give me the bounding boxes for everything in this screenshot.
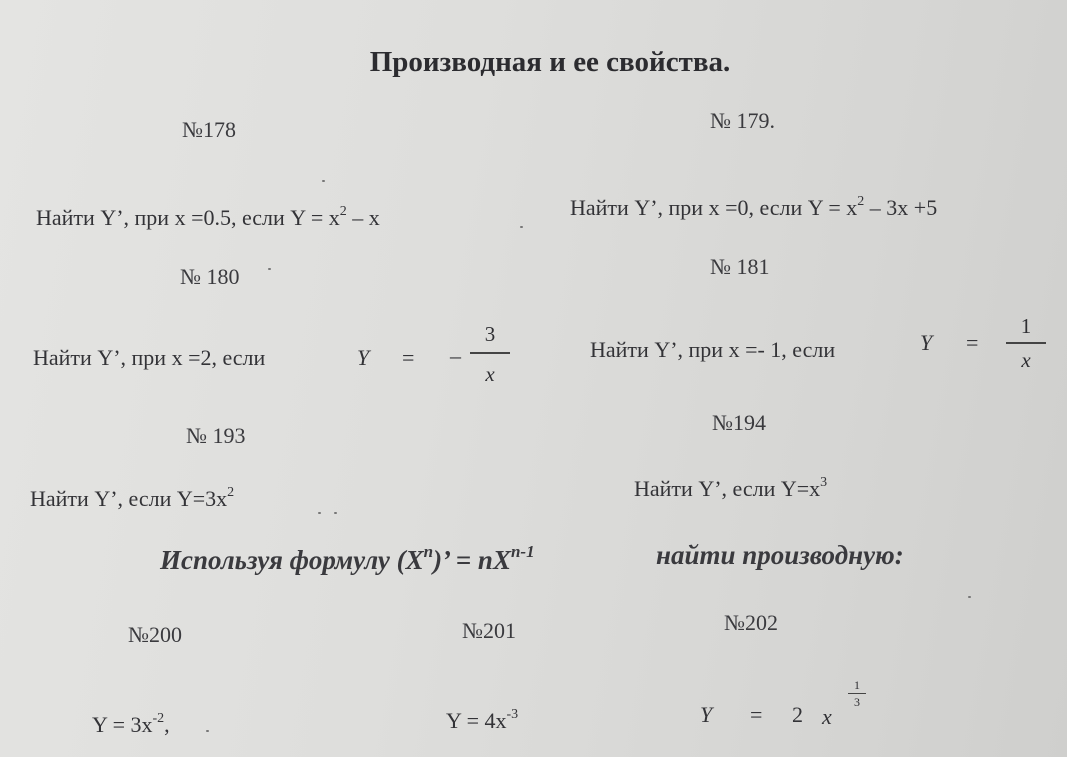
fraction-bar xyxy=(1006,342,1046,344)
exercise-base: Y = 3x xyxy=(92,712,153,737)
exercise-text-200 xyxy=(92,712,170,738)
problem-text-181: Найти Y’, при x =- 1, если xyxy=(590,337,836,362)
formula-mid: )’ = nX xyxy=(433,545,511,575)
numerator: 1 xyxy=(1020,314,1032,338)
lhs-y: Y xyxy=(920,330,933,355)
numerator: 3 xyxy=(484,322,496,346)
problem-prefix: Найти Y’, если Y=3x xyxy=(30,486,228,511)
exponent: -2 xyxy=(152,711,165,726)
fraction-bar xyxy=(470,352,510,354)
formula-exp-n: n xyxy=(423,542,434,561)
variable-x: x xyxy=(822,704,832,729)
coefficient: 2 xyxy=(792,702,803,727)
problem-number-181: № 181 xyxy=(710,254,770,279)
problem-prefix: Найти Y’, при x =0, если Y = x xyxy=(570,195,858,220)
equals-sign: = xyxy=(402,345,415,370)
problem-text-178 xyxy=(36,205,380,231)
lhs-y: Y xyxy=(357,345,370,370)
problem-suffix: – 3x +5 xyxy=(864,195,938,220)
exercise-base: Y = 4x xyxy=(446,708,507,733)
problem-prefix: Найти Y’, если Y=x xyxy=(634,476,821,501)
paper-speck xyxy=(318,512,321,514)
exercise-number-200: №200 xyxy=(128,622,182,647)
paper-speck xyxy=(206,730,209,732)
denominator: x xyxy=(1021,348,1031,372)
paper-speck xyxy=(322,180,325,182)
problem-number-180: № 180 xyxy=(180,264,240,289)
exponent: 2 xyxy=(857,194,865,209)
exercise-number-202: №202 xyxy=(724,610,778,635)
paper-speck xyxy=(268,268,271,270)
exp-denominator: 3 xyxy=(854,695,860,709)
paper-speck xyxy=(520,226,523,228)
paper-speck xyxy=(334,512,337,514)
equals-sign: = xyxy=(966,330,979,355)
exponent: -3 xyxy=(506,707,519,722)
problem-suffix: – x xyxy=(346,205,380,230)
exp-numerator: 1 xyxy=(854,678,860,692)
equals-sign: = xyxy=(750,702,763,727)
lhs-y: Y xyxy=(700,702,713,727)
problem-number-193: № 193 xyxy=(186,423,246,448)
exercise-tail: , xyxy=(164,712,170,737)
exercise-text-201 xyxy=(446,708,518,734)
problem-text-179 xyxy=(570,195,937,221)
problem-number-179: № 179. xyxy=(710,108,775,133)
page-title: Производная и ее свойства. xyxy=(369,46,731,78)
problem-number-194: №194 xyxy=(712,410,766,435)
fraction-180 xyxy=(470,322,510,392)
problem-text-193 xyxy=(30,486,234,512)
fraction-bar xyxy=(848,693,866,694)
problem-prefix: Найти Y’, при x =0.5, если Y = x xyxy=(36,205,340,230)
problem-text-194 xyxy=(634,476,827,502)
fractional-exponent xyxy=(848,678,866,712)
problem-text-180: Найти Y’, при x =2, если xyxy=(33,345,266,370)
exponent: 3 xyxy=(820,475,828,490)
denominator: x xyxy=(485,362,495,386)
exercise-number-201: №201 xyxy=(462,618,516,643)
exponent: 2 xyxy=(339,204,347,219)
formula-lead: Используя формулу (X xyxy=(160,545,424,575)
formula-heading xyxy=(160,542,535,576)
paper-speck xyxy=(968,596,971,598)
exponent: 2 xyxy=(227,485,235,500)
fraction-181 xyxy=(1006,314,1046,374)
formula-exp-n1: n-1 xyxy=(510,542,535,561)
minus-sign: – xyxy=(450,343,461,368)
formula-tail: найти производную: xyxy=(656,540,904,570)
problem-number-178: №178 xyxy=(182,117,236,142)
